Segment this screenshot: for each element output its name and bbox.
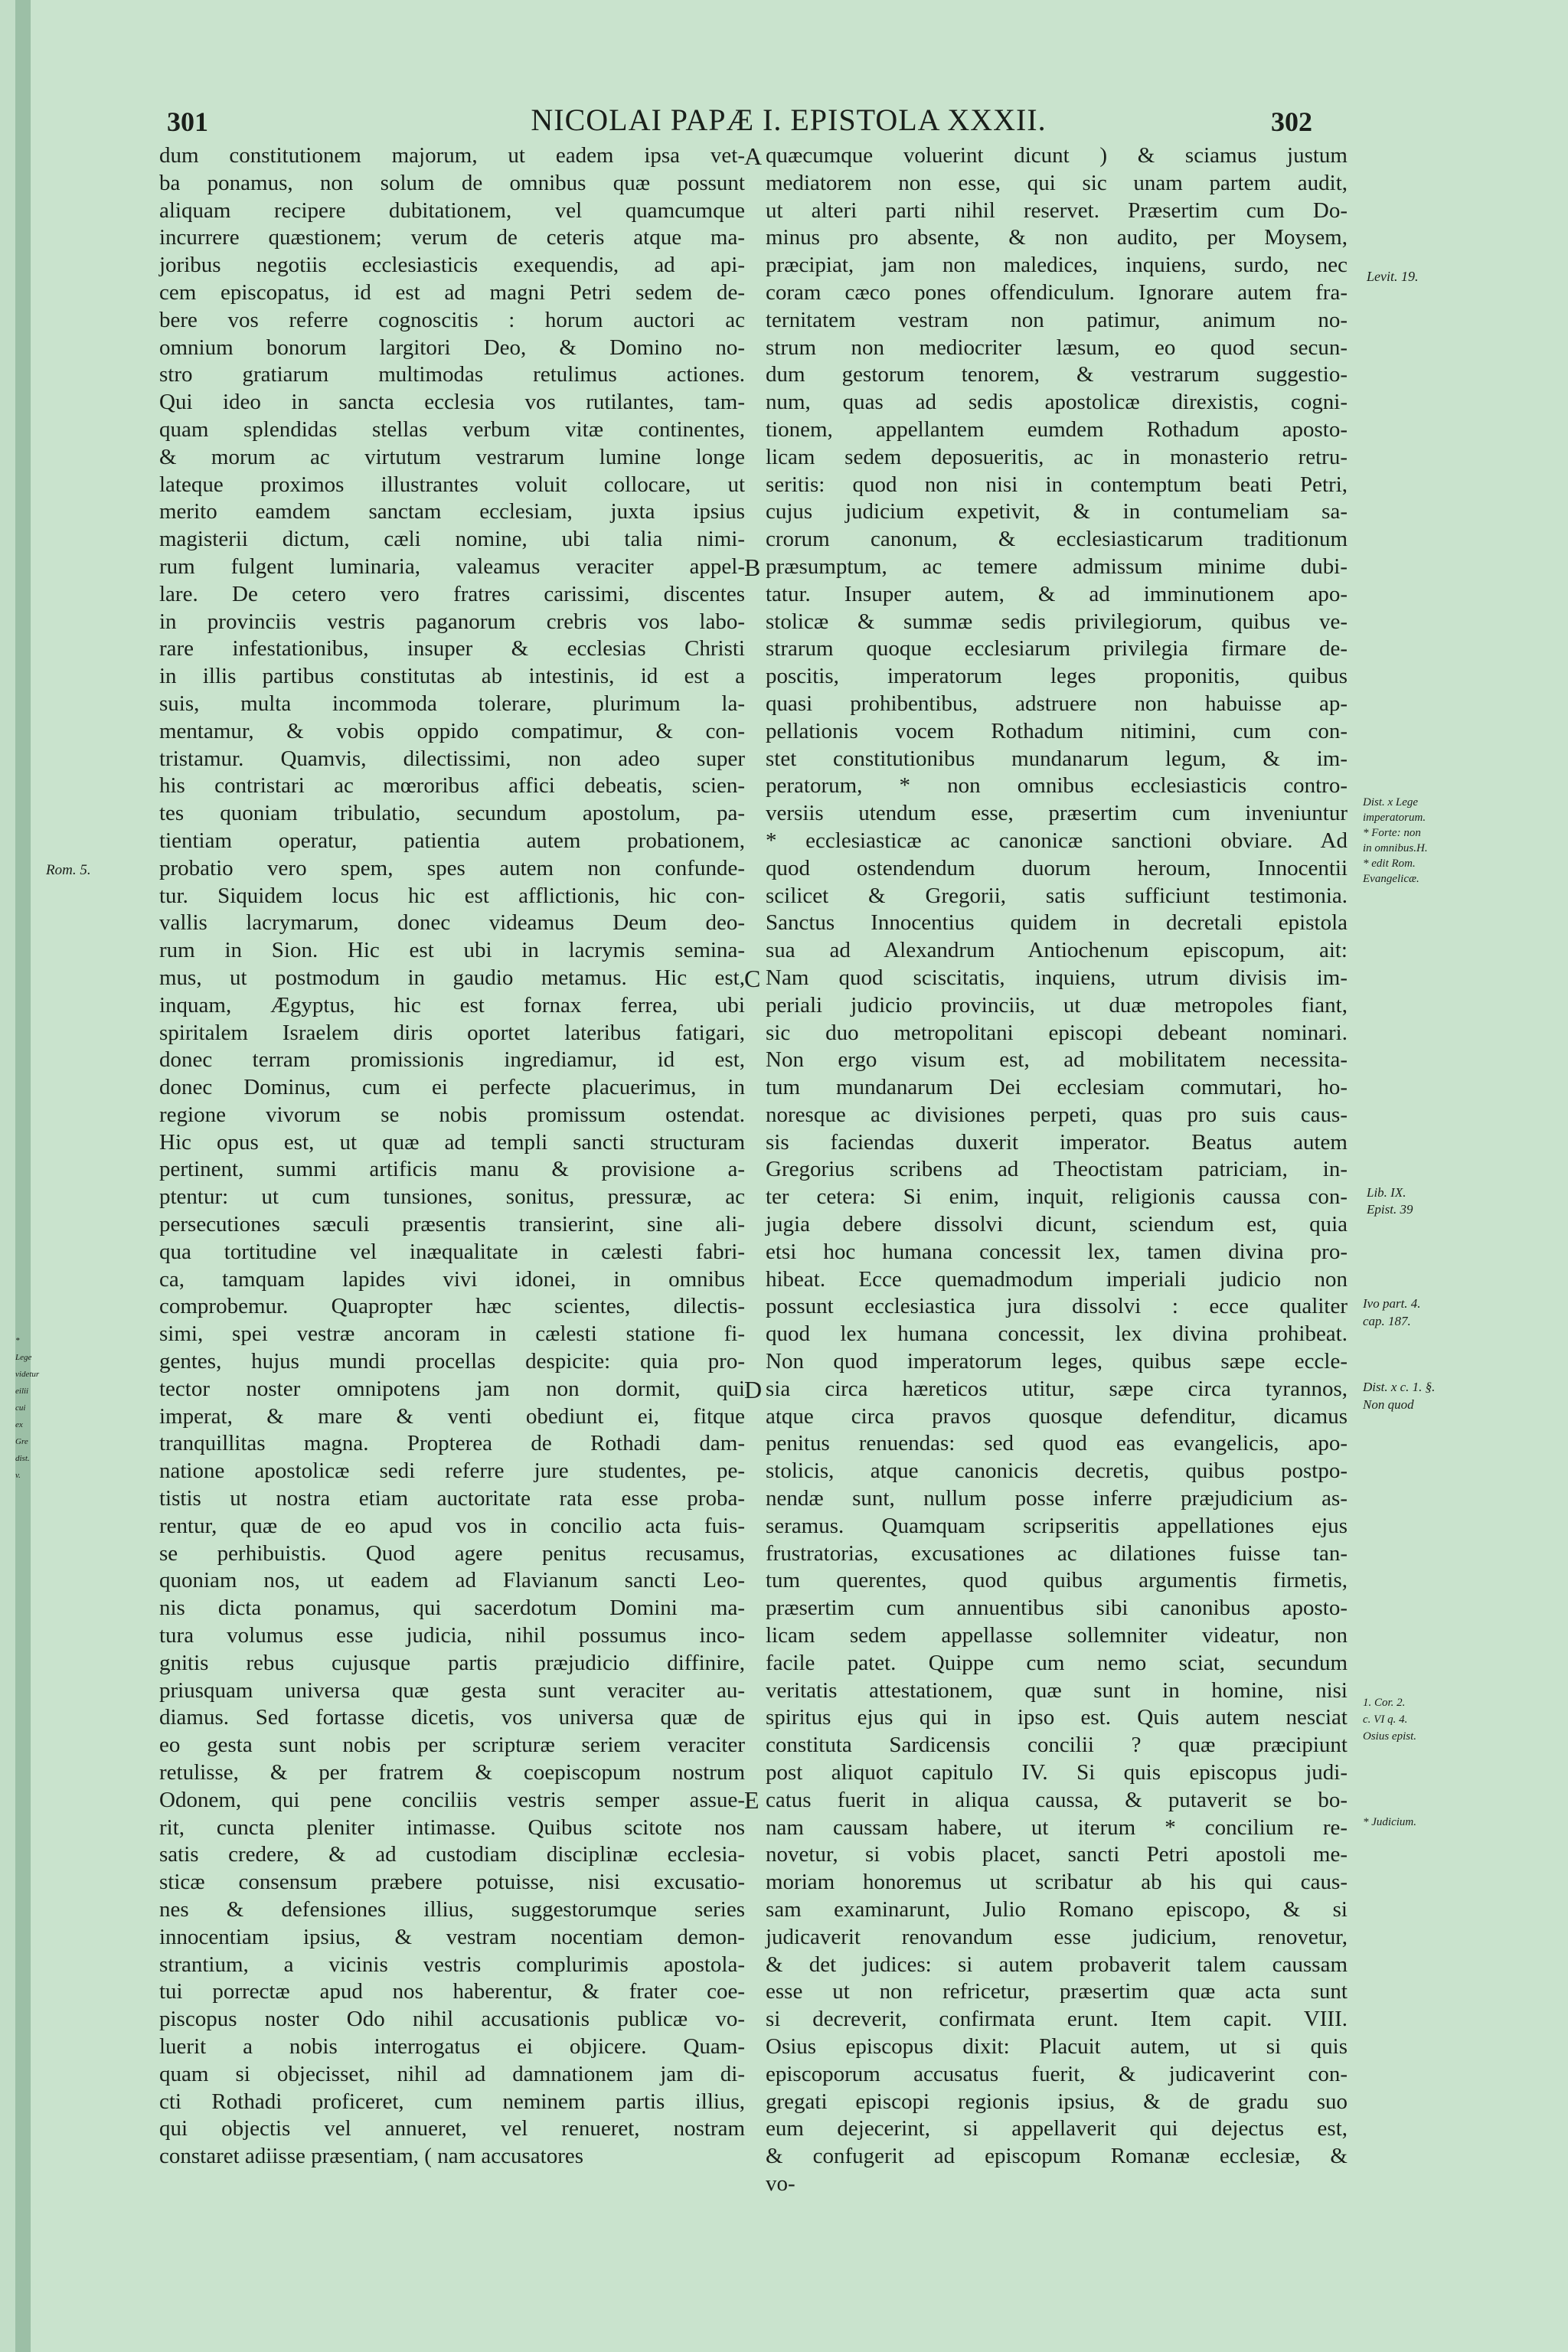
section-letter-a: A: [744, 142, 763, 170]
document-page: [15, 0, 1568, 2352]
left-column-text-line: omnium bonorum largitori Deo, & Domino no-: [159, 335, 745, 360]
right-column-text-line: ter cetera: Si enim, inquit, religionis caussa con-: [766, 1184, 1348, 1210]
left-column-text-line: lare. De cetero vero fratres carissimi, discentes: [159, 581, 745, 606]
left-column-text-line: persecutiones sæculi præsentis transierint, sine ali-: [159, 1212, 745, 1237]
right-column-text-line: constituta Sardicensis concilii ? quæ præcipiunt: [766, 1733, 1348, 1758]
running-title: NICOLAI PAPÆ I. EPISTOLA XXXII.: [531, 103, 1047, 137]
right-column-text-line: peratorum, * non omnibus ecclesiasticis contro-: [766, 773, 1348, 799]
right-column-text-line: minus pro absente, & non audito, per Moysem,: [766, 225, 1348, 250]
left-column-text-line: rit, cuncta pleniter intimasse. Quibus scitote nos: [159, 1815, 745, 1840]
left-column-text-line: ca, tamquam lapides vivi idonei, in omnibus: [159, 1266, 745, 1292]
left-column-text-line: tientiam operatur, patientia autem probationem,: [159, 828, 745, 853]
right-column: [766, 142, 1348, 2198]
right-column-text-line: scilicet & Gregorii, satis sufficiunt testimonia.: [766, 883, 1348, 908]
right-column-text-line: nam caussam habere, ut iterum * concilium re-: [766, 1815, 1348, 1840]
left-column-text-line: mentamur, & vobis oppido compatimur, & con-: [159, 718, 745, 743]
right-column-text-line: ternitatem vestram non patimur, animum no-: [766, 307, 1348, 332]
left-column: [159, 142, 745, 2171]
right-column-text-line: vo-: [766, 2171, 795, 2196]
left-column-text-line: ba ponamus, non solum de omnibus quæ possunt: [159, 170, 745, 195]
left-column-text-line: quoniam nos, ut eadem ad Flavianum sancti Leo-: [159, 1568, 745, 1593]
margin-note-dist-xc: Dist. x c. 1. §.: [1363, 1380, 1436, 1394]
right-column-text-line: ut alteri parti nihil reservet. Præsertim cum Do-: [766, 198, 1348, 223]
right-column-text-line: dum gestorum tenorem, & vestrarum suggestio-: [766, 362, 1348, 387]
right-column-text-line: penitus renuendas: sed quod eas evangelicis, apo-: [766, 1431, 1348, 1456]
left-column-text-line: spiritalem Israelem diris oportet lateribus fatigari,: [159, 1020, 745, 1045]
right-column-text-line: sis faciendas duxerit imperator. Beatus autem: [766, 1129, 1348, 1155]
right-column-text-line: esse ut non refricetur, præsertim quæ acta sunt: [766, 1979, 1348, 2004]
right-column-text-line: tatur. Insuper autem, & ad imminutionem apo-: [766, 581, 1348, 606]
margin-note-imperatorum: imperatorum.: [1363, 812, 1426, 824]
right-column-text-line: præcipiat, jam non maledices, inquiens, surdo, nec: [766, 253, 1348, 278]
margin-note-dist-x: Dist. x Lege: [1363, 796, 1419, 808]
left-column-text-line: cti Rothadi proficeret, cum neminem partis illius,: [159, 2089, 745, 2114]
right-column-text-line: eum dejecerint, si appellaverit qui dejectus est,: [766, 2116, 1348, 2141]
left-column-text-line: incurrere quæstionem; verum de ceteris atque ma-: [159, 225, 745, 250]
left-column-text-line: tistis ut nostra etiam auctoritate rata esse proba-: [159, 1486, 745, 1511]
margin-note-cor: 1. Cor. 2.: [1363, 1697, 1406, 1709]
left-column-text-line: rentur, quæ de eo apud vos in concilio acta fuis-: [159, 1513, 745, 1538]
right-column-text-line: frustratorias, excusationes ac dilationes fuisse tan-: [766, 1540, 1348, 1566]
left-column-text-line: Odonem, qui pene conciliis vestris semper assue-: [159, 1787, 745, 1812]
right-column-text-line: sia circa hæreticos utitur, sæpe circa tyrannos,: [766, 1376, 1348, 1401]
cut-margin-note: * Lege videtur eilii cui ex Gre dist. v.: [15, 1336, 40, 1480]
left-column-text-line: donec terram promissionis ingrediamur, id est,: [159, 1047, 745, 1073]
left-column-text-line: diamus. Sed fortasse dicetis, vos universa quæ de: [159, 1705, 745, 1730]
left-column-text-line: tristamur. Quamvis, dilectissimi, non adeo super: [159, 746, 745, 771]
left-column-text-line: tura volumus esse judicia, nihil possumus inco-: [159, 1623, 745, 1648]
margin-note-ivo: Ivo part. 4.: [1363, 1296, 1421, 1311]
right-column-text-line: Non quod imperatorum leges, quibus sæpe eccle-: [766, 1349, 1348, 1374]
right-column-text-line: veritatis attestationem, quæ sunt in homine, nisi: [766, 1677, 1348, 1703]
section-letter-b: B: [744, 554, 761, 581]
margin-note-osius: Osius epist.: [1363, 1730, 1417, 1743]
left-column-text-line: bere vos referre cognoscitis : horum auctori ac: [159, 307, 745, 332]
right-column-text-line: possunt ecclesiastica jura dissolvi : ecce qualiter: [766, 1294, 1348, 1319]
right-column-text-line: seramus. Quamquam scripseritis appellationes ejus: [766, 1513, 1348, 1538]
right-column-text-line: post aliquot capitulo IV. Si quis episcopus judi-: [766, 1760, 1348, 1785]
left-column-text-line: lateque proximos illustrantes voluit collocare, ut: [159, 472, 745, 497]
margin-note-rom: Rom. 5.: [46, 862, 91, 878]
right-column-text-line: episcoporum accusatus fuerit, & judicaverint con-: [766, 2061, 1348, 2086]
left-column-text-line: his contristari ac mœroribus affici debeatis, scien-: [159, 773, 745, 799]
left-column-text-line: natione apostolicæ sedi referre jure studentes, pe-: [159, 1459, 745, 1484]
right-column-text-line: & det judices: si autem probaverit talem caussam: [766, 1952, 1348, 1977]
left-column-text-line: innocentiam ipsius, & vestram nocentiam demon-: [159, 1924, 745, 1949]
page-number-right: 302: [1271, 106, 1312, 137]
left-column-text-line: constaret adiisse præsentiam, ( nam accusatores: [159, 2144, 584, 2169]
left-column-text-line: qua tortitudine vel inæqualitate in cælesti fabri-: [159, 1239, 745, 1264]
left-column-text-line: dum constitutionem majorum, ut eadem ipsa vet-: [159, 143, 745, 168]
right-column-text-line: stolicis, atque canonicis decretis, quibus postpo-: [766, 1459, 1348, 1484]
right-column-text-line: mediatorem non esse, qui sic unam partem audit,: [766, 170, 1348, 195]
section-letter-d: D: [744, 1376, 763, 1403]
right-column-text-line: hibeat. Ecce quemadmodum imperiali judicio non: [766, 1266, 1348, 1292]
right-column-text-line: præsertim cum annuentibus sibi canonibus aposto-: [766, 1596, 1348, 1621]
left-column-text-line: tur. Siquidem locus hic est afflictionis, hic con-: [159, 883, 745, 908]
left-column-text-line: in illis partibus constitutas ab intestinis, id est a: [159, 664, 745, 689]
right-column-text-line: tionem, appellantem eumdem Rothadum aposto-: [766, 416, 1348, 442]
left-column-text-line: piscopus noster Odo nihil accusationis publicæ vo-: [159, 2007, 745, 2032]
right-column-text-line: quod ostendendum duorum heroum, Innocentii: [766, 855, 1348, 880]
left-column-text-line: gnitis rebus cujusque partis præjudicio diffinire,: [159, 1650, 745, 1675]
left-column-text-line: rum in Sion. Hic est ubi in lacrymis semina-: [159, 938, 745, 963]
left-column-text-line: tector noster omnipotens jam non dormit, qui: [159, 1376, 745, 1401]
right-column-text-line: facile patet. Quippe cum nemo sciat, secundum: [766, 1650, 1348, 1675]
right-column-text-line: versiis utendum esse, præsertim cum inveniuntur: [766, 801, 1348, 826]
left-column-text-line: magisterii dictum, cæli nomine, ubi talia nimi-: [159, 527, 745, 552]
left-column-text-line: se perhibuistis. Quod agere penitus recusamus,: [159, 1540, 745, 1566]
margin-note-evangelicae: Evangelicæ.: [1363, 873, 1419, 885]
right-column-text-line: sua ad Alexandrum Antiochenum episcopum, ait:: [766, 938, 1348, 963]
right-column-text-line: sic duo metropolitani episcopi debeant nominari.: [766, 1020, 1348, 1045]
left-column-text-line: inquam, Ægyptus, hic est fornax ferrea, ubi: [159, 992, 745, 1018]
right-column-text-line: stolicæ & summæ sedis privilegiorum, quibus ve-: [766, 609, 1348, 634]
left-column-text-line: satis credere, & ad custodiam disciplinæ ecclesia-: [159, 1842, 745, 1867]
right-column-text-line: etsi hoc humana concessit lex, tamen divina pro-: [766, 1239, 1348, 1264]
margin-note-cap-187: cap. 187.: [1363, 1314, 1411, 1328]
right-column-text-line: seritis: quod non nisi in contemptum beati Petri,: [766, 472, 1348, 497]
left-column-text-line: Qui ideo in sancta ecclesia vos rutilantes, tam-: [159, 390, 745, 415]
margin-note-forte-non: * Forte: non: [1363, 827, 1421, 839]
left-column-text-line: tui porrectæ apud nos haberentur, & frater coe-: [159, 1979, 745, 2004]
right-column-text-line: jugia debere dissolvi dicunt, sciendum est, quia: [766, 1212, 1348, 1237]
page-edge: [15, 0, 40, 2352]
right-column-text-line: judicaverit renovandum esse judicium, renovetur,: [766, 1924, 1348, 1949]
right-column-text-line: licam sedem appellasse sollemniter videatur, non: [766, 1623, 1348, 1648]
right-column-text-line: & confugerit ad episcopum Romanæ ecclesiæ, &: [766, 2144, 1348, 2169]
margin-note-epist-39: Epist. 39: [1367, 1202, 1413, 1217]
left-column-text-line: simi, spei vestræ ancoram in cælesti statione fi-: [159, 1321, 745, 1347]
left-column-text-line: aliquam recipere dubitationem, vel quamcumque: [159, 198, 745, 223]
right-column-text-line: quasi prohibentibus, adstruere non habuisse ap-: [766, 691, 1348, 716]
left-column-text-line: tes quoniam tribulatio, secundum apostolum, pa-: [159, 801, 745, 826]
right-column-text-line: Sanctus Innocentius quidem in decretali epistola: [766, 910, 1348, 936]
margin-note-non-quod: Non quod: [1363, 1397, 1414, 1412]
left-column-text-line: suis, multa incommoda tolerare, plurimum la-: [159, 691, 745, 716]
left-column-text-line: mus, ut postmodum in gaudio metamus. Hic est,: [159, 965, 745, 990]
right-column-text-line: gregati episcopi regionis ipsius, & de gradu suo: [766, 2089, 1348, 2114]
left-column-text-line: stro gratiarum multimodas retulimus actiones.: [159, 362, 745, 387]
right-column-text-line: pellationis vocem Rothadum nitimini, cum con-: [766, 718, 1348, 743]
left-column-text-line: rum fulgent luminaria, valeamus veraciter appel-: [159, 554, 745, 579]
left-column-text-line: quam splendidas stellas verbum vitæ continentes,: [159, 416, 745, 442]
margin-note-in-omnibus: in omnibus.H.: [1363, 842, 1428, 854]
right-column-text-line: coram cæco pones offendiculum. Ignorare autem fra-: [766, 279, 1348, 305]
left-column-text-line: joribus negotiis ecclesiasticis exequendis, ad api-: [159, 253, 745, 278]
left-column-text-line: vallis lacrymarum, donec videamus Deum deo-: [159, 910, 745, 936]
left-column-text-line: priusquam universa quæ gesta sunt veraciter au-: [159, 1677, 745, 1703]
right-column-text-line: stet constitutionibus mundanarum legum, & im-: [766, 746, 1348, 771]
left-column-text-line: sticæ consensum præbere potuisse, nisi excusatio-: [159, 1870, 745, 1895]
left-column-text-line: qui objectis vel annueret, vel renueret, nostram: [159, 2116, 745, 2141]
margin-note-lib-ix: Lib. IX.: [1367, 1185, 1406, 1200]
left-column-text-line: pertinent, summi artificis manu & provisione a-: [159, 1157, 745, 1182]
right-column-text-line: Gregorius scribens ad Theoctistam patriciam, in-: [766, 1157, 1348, 1182]
left-column-text-line: probatio vero spem, spes autem non confunde-: [159, 855, 745, 880]
left-column-text-line: cem episcopatus, id est ad magni Petri sedem de-: [159, 279, 745, 305]
section-letter-c: C: [744, 965, 761, 992]
left-column-text-line: donec Dominus, cum ei perfecte placuerimus, in: [159, 1075, 745, 1100]
right-column-text-line: sam examinarunt, Julio Romano episcopo, & si: [766, 1897, 1348, 1922]
left-column-text-line: tranquillitas magna. Propterea de Rothadi dam-: [159, 1431, 745, 1456]
right-column-text-line: spiritus ejus qui in ipso est. Quis autem nesciat: [766, 1705, 1348, 1730]
left-column-text-line: in provinciis vestris paganorum crebris vos labo-: [159, 609, 745, 634]
right-column-text-line: Non ergo visum est, ad mobilitatem necessita-: [766, 1047, 1348, 1073]
right-column-text-line: nendæ sunt, nullum posse inferre præjudicium as-: [766, 1486, 1348, 1511]
right-column-text-line: si decreverit, confirmata erunt. Item capit. VIII.: [766, 2007, 1348, 2032]
left-column-text-line: nes & defensiones illius, suggestorumque series: [159, 1897, 745, 1922]
left-column-text-line: gentes, hujus mundi procellas despicite: quia pro-: [159, 1349, 745, 1374]
right-column-text-line: Nam quod sciscitatis, inquiens, utrum divisis im-: [766, 965, 1348, 990]
right-column-text-line: quæcumque voluerint dicunt ) & sciamus justum: [766, 143, 1348, 168]
right-column-text-line: præsumptum, ac temere admissum minime dubi-: [766, 554, 1348, 579]
right-column-text-line: * ecclesiasticæ ac canonicæ sanctioni obviare. Ad: [766, 828, 1348, 853]
left-column-text-line: regione vivorum se nobis promissum ostendat.: [159, 1102, 745, 1127]
right-column-text-line: periali judicio provinciis, ut duæ metropoles fiant,: [766, 992, 1348, 1018]
left-column-text-line: ptentur: ut cum tunsiones, sonitus, pressuræ, ac: [159, 1184, 745, 1210]
right-column-text-line: novetur, si vobis placet, sancti Petri apostoli me-: [766, 1842, 1348, 1867]
left-column-text-line: merito eamdem sanctam ecclesiam, juxta ipsius: [159, 499, 745, 524]
left-column-text-line: nis dicta ponamus, qui sacerdotum Domini ma-: [159, 1596, 745, 1621]
right-column-text-line: tum querentes, quod quibus argumentis firmetis,: [766, 1568, 1348, 1593]
right-column-text-line: noresque ac divisiones perpeti, quas pro suis caus-: [766, 1102, 1348, 1127]
page-number-left: 301: [167, 106, 208, 137]
left-column-text-line: rare infestationibus, insuper & ecclesias Christi: [159, 636, 745, 662]
right-column-text-line: atque circa pravos quosque defenditur, dicamus: [766, 1403, 1348, 1429]
left-column-text-line: Hic opus est, ut quæ ad templi sancti structuram: [159, 1129, 745, 1155]
right-column-text-line: licam sedem deposueritis, ac in monasterio retru-: [766, 444, 1348, 469]
right-column-text-line: num, quas ad sedis apostolicæ direxistis, cogni-: [766, 390, 1348, 415]
margin-note-edit-rom: * edit Rom.: [1363, 858, 1416, 870]
margin-note-judicium: * Judicium.: [1363, 1816, 1416, 1828]
right-column-text-line: tum mundanarum Dei ecclesiam commutari, ho-: [766, 1075, 1348, 1100]
right-column-text-line: cujus judicium expetivit, & in contumeliam sa-: [766, 499, 1348, 524]
right-column-text-line: quod lex humana concessit, lex divina prohibeat.: [766, 1321, 1348, 1347]
left-column-text-line: & morum ac virtutum vestrarum lumine longe: [159, 444, 745, 469]
left-column-text-line: luerit a nobis interrogatus ei objicere. Quam-: [159, 2034, 745, 2059]
left-column-text-line: quam si objecisset, nihil ad damnationem jam di-: [159, 2061, 745, 2086]
left-column-text-line: strantium, a vicinis vestris complurimis apostola-: [159, 1952, 745, 1977]
right-column-text-line: catus fuerit in aliqua caussa, & putaverit se bo-: [766, 1787, 1348, 1812]
left-column-text-line: retulisse, & per fratrem & coepiscopum nostrum: [159, 1760, 745, 1785]
left-column-text-line: comprobemur. Quapropter hæc scientes, dilectis-: [159, 1294, 745, 1319]
section-letter-e: E: [744, 1786, 760, 1814]
margin-note-c-vi: c. VI q. 4.: [1363, 1713, 1408, 1726]
margin-note-levit: Levit. 19.: [1367, 269, 1419, 284]
right-column-text-line: moriam honoremus ut scribatur ab his qui caus-: [766, 1870, 1348, 1895]
right-column-text-line: strum non mediocriter læsum, eo quod secun-: [766, 335, 1348, 360]
left-column-text-line: imperat, & mare & venti obediunt ei, fitque: [159, 1403, 745, 1429]
right-column-text-line: strarum quoque ecclesiarum privilegia firmare de-: [766, 636, 1348, 662]
right-column-text-line: crorum canonum, & ecclesiasticarum traditionum: [766, 527, 1348, 552]
right-column-text-line: Osius episcopus dixit: Placuit autem, ut si quis: [766, 2034, 1348, 2059]
left-column-text-line: eo gesta sunt nobis per scripturæ seriem veraciter: [159, 1733, 745, 1758]
right-column-text-line: poscitis, imperatorum leges proponitis, quibus: [766, 664, 1348, 689]
